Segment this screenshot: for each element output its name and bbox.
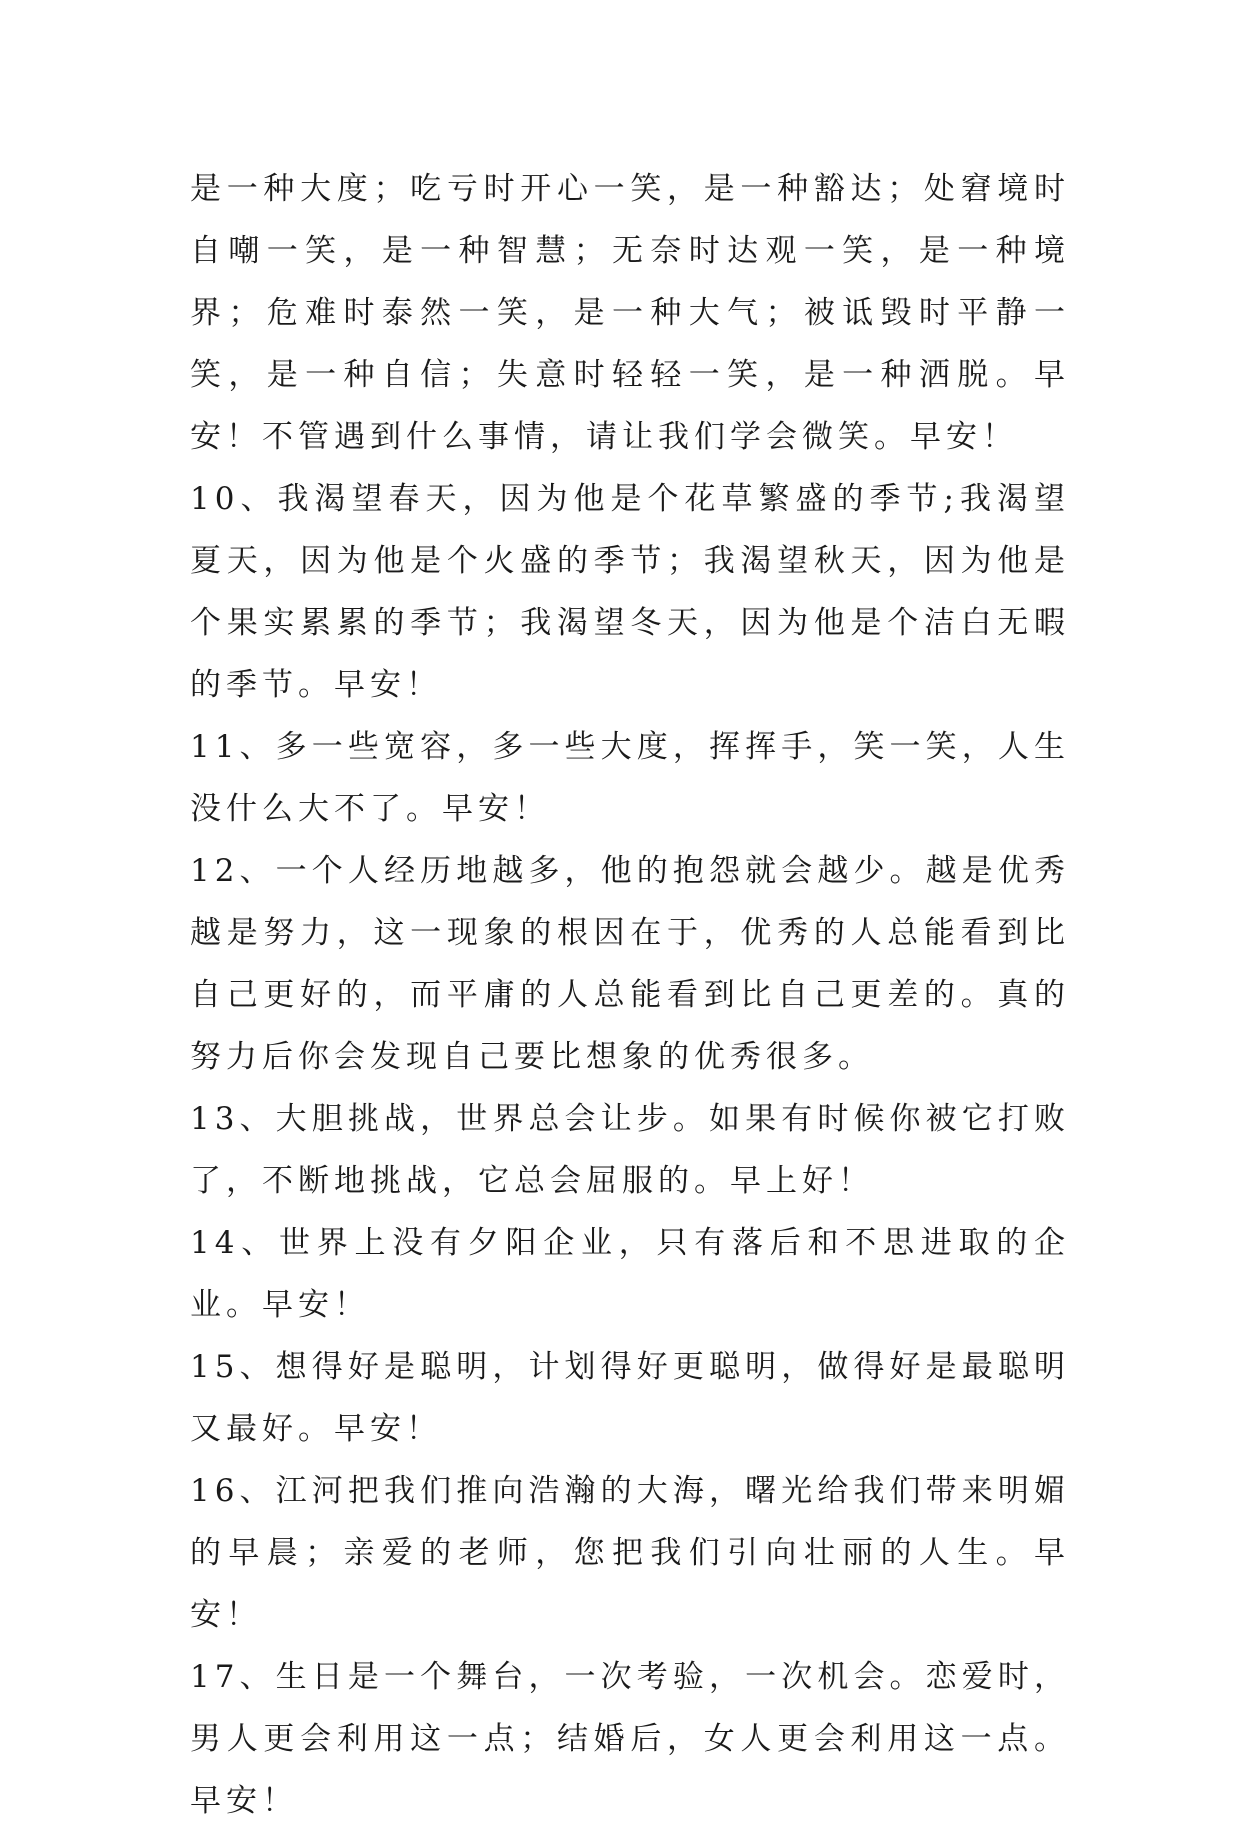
document-body [190, 158, 1070, 1832]
paragraph-15: 15、想得好是聪明，计划得好更聪明，做得好是最聪明又最好。早安！ [190, 1349, 1070, 1447]
paragraph-11: 11、多一些宽容，多一些大度，挥挥手，笑一笑，人生没什么大不了。早安！ [190, 729, 1070, 827]
paragraph-13: 13、大胆挑战，世界总会让步。如果有时候你被它打败了，不断地挑战，它总会屈服的。早上好！ [190, 1101, 1070, 1199]
paragraph-14: 14、世界上没有夕阳企业，只有落后和不思进取的企业。早安！ [190, 1225, 1070, 1323]
paragraph-continued: 是一种大度；吃亏时开心一笑，是一种豁达；处窘境时自嘲一笑，是一种智慧；无奈时达观一笑，是一种境界；危难时泰然一笑，是一种大气；被诋毁时平静一笑，是一种自信；失意时轻轻一笑，是一种洒脱。早安！不管遇到什么事情，请让我们学会微笑。早安！ [190, 171, 1070, 455]
paragraph-17: 17、生日是一个舞台，一次考验，一次机会。恋爱时，男人更会利用这一点；结婚后，女人更会利用这一点。早安！ [190, 1659, 1070, 1819]
paragraph-10: 10、我渴望春天，因为他是个花草繁盛的季节;我渴望夏天，因为他是个火盛的季节；我渴望秋天，因为他是个果实累累的季节；我渴望冬天，因为他是个洁白无暇的季节。早安！ [190, 481, 1070, 703]
paragraph-12: 12、一个人经历地越多，他的抱怨就会越少。越是优秀越是努力，这一现象的根因在于，优秀的人总能看到比自己更好的，而平庸的人总能看到比自己更差的。真的努力后你会发现自己要比想象的优秀很多。 [190, 853, 1070, 1075]
paragraph-16: 16、江河把我们推向浩瀚的大海，曙光给我们带来明媚的早晨；亲爱的老师，您把我们引向壮丽的人生。早安！ [190, 1473, 1070, 1633]
